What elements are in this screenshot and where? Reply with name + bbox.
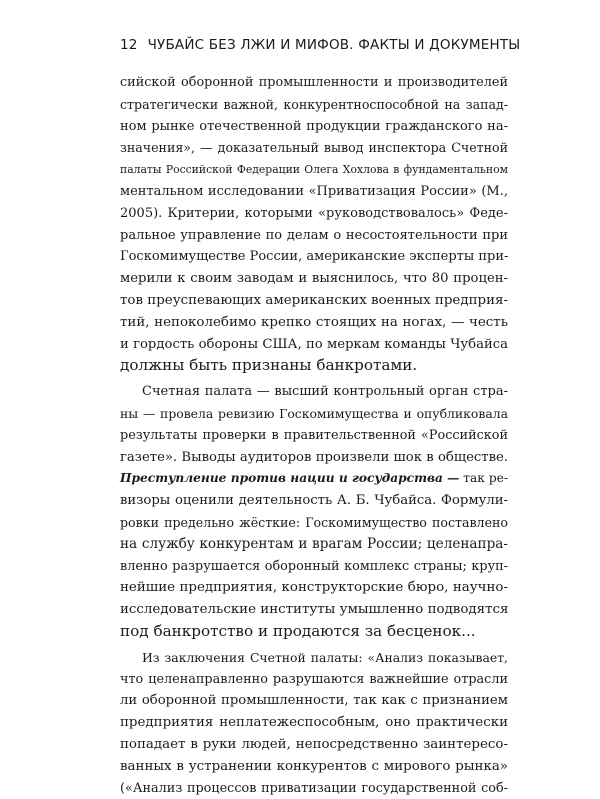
body-text: [120, 72, 508, 799]
text-line: мерили к своим заводам и выяснилось, что 80 процен-: [120, 268, 508, 290]
text-line: попадает в руки людей, непосредственно заинтересо-: [120, 734, 508, 756]
text-line: исследовательские институты умышленно подводятся: [120, 599, 508, 621]
text-line-with-emphasis: [120, 468, 508, 490]
text-line: под банкротство и продаются за бесценок...: [120, 621, 508, 643]
text-line: 2005). Критерии, которыми «руководствовалось» Феде-: [120, 203, 508, 225]
text-line: ментальном исследовании «Приватизация России» (М.,: [120, 181, 508, 203]
text-line: ном рынке отечественной продукции гражданского на-: [120, 116, 508, 138]
text-line: должны быть признаны банкротами.: [120, 355, 508, 377]
text-line: ральное управление по делам о несостоятельности при: [120, 225, 508, 247]
text-line: стратегически важной, конкурентноспособной на запад-: [120, 94, 508, 116]
text-line: вленно разрушается оборонный комплекс страны; круп-: [120, 556, 508, 578]
text-line: сийской оборонной промышленности и производителей: [120, 72, 508, 94]
text-line: тов преуспевающих американских военных предприя-: [120, 290, 508, 312]
text-line: нейшие предприятия, конструкторские бюро, научно-: [120, 577, 508, 599]
emphasis-phrase: Преступление против нации и государства —: [120, 471, 459, 485]
running-title: ЧУБАЙС БЕЗ ЛЖИ И МИФОВ. ФАКТЫ И ДОКУМЕНТЫ: [148, 37, 521, 53]
text-line: Счетная палата — высший контрольный орган стра-: [120, 381, 508, 403]
text-line: результаты проверки в правительственной «Российской: [120, 425, 508, 447]
text-line: предприятия неплатежеспособным, оно практически: [120, 712, 508, 734]
text-line: газете». Выводы аудиторов произвели шок в обществе.: [120, 447, 508, 469]
page-number: 12: [120, 37, 138, 53]
paragraph-2: [120, 381, 508, 643]
text-line: и гордость обороны США, по меркам команды Чубайса: [120, 334, 508, 356]
text-line: тий, непоколебимо крепко стоящих на ногах, — честь: [120, 312, 508, 334]
text-line: значения», — доказательный вывод инспектора Счетной: [120, 137, 508, 159]
paragraph-3: [120, 647, 508, 799]
text-line: визоры оценили деятельность А. Б. Чубайса. Формули-: [120, 490, 508, 512]
text-line: ровки предельно жёсткие: Госкомимущество поставлено: [120, 512, 508, 534]
text-line: Госкомимуществе России, американские эксперты при-: [120, 246, 508, 268]
paragraph-1: [120, 72, 508, 377]
text-line: («Анализ процессов приватизации государственной соб-: [120, 778, 508, 799]
text-line: ванных в устранении конкурентов с мирового рынка»: [120, 756, 508, 778]
text-line: Из заключения Счетной палаты: «Анализ показывает,: [120, 647, 508, 669]
text-line: на службу конкурентам и врагам России; целенапра-: [120, 534, 508, 556]
text-line: палаты Российской Федерации Олега Хохлова в фундаментальном: [120, 159, 508, 181]
text-fragment: так ре-: [463, 471, 508, 485]
running-header: [120, 37, 520, 53]
text-line: ны — провела ревизию Госкомимущества и опубликовала: [120, 403, 508, 425]
text-line: ли оборонной промышленности, так как с признанием: [120, 690, 508, 712]
text-line: что целенаправленно разрушаются важнейшие отрасли: [120, 669, 508, 691]
